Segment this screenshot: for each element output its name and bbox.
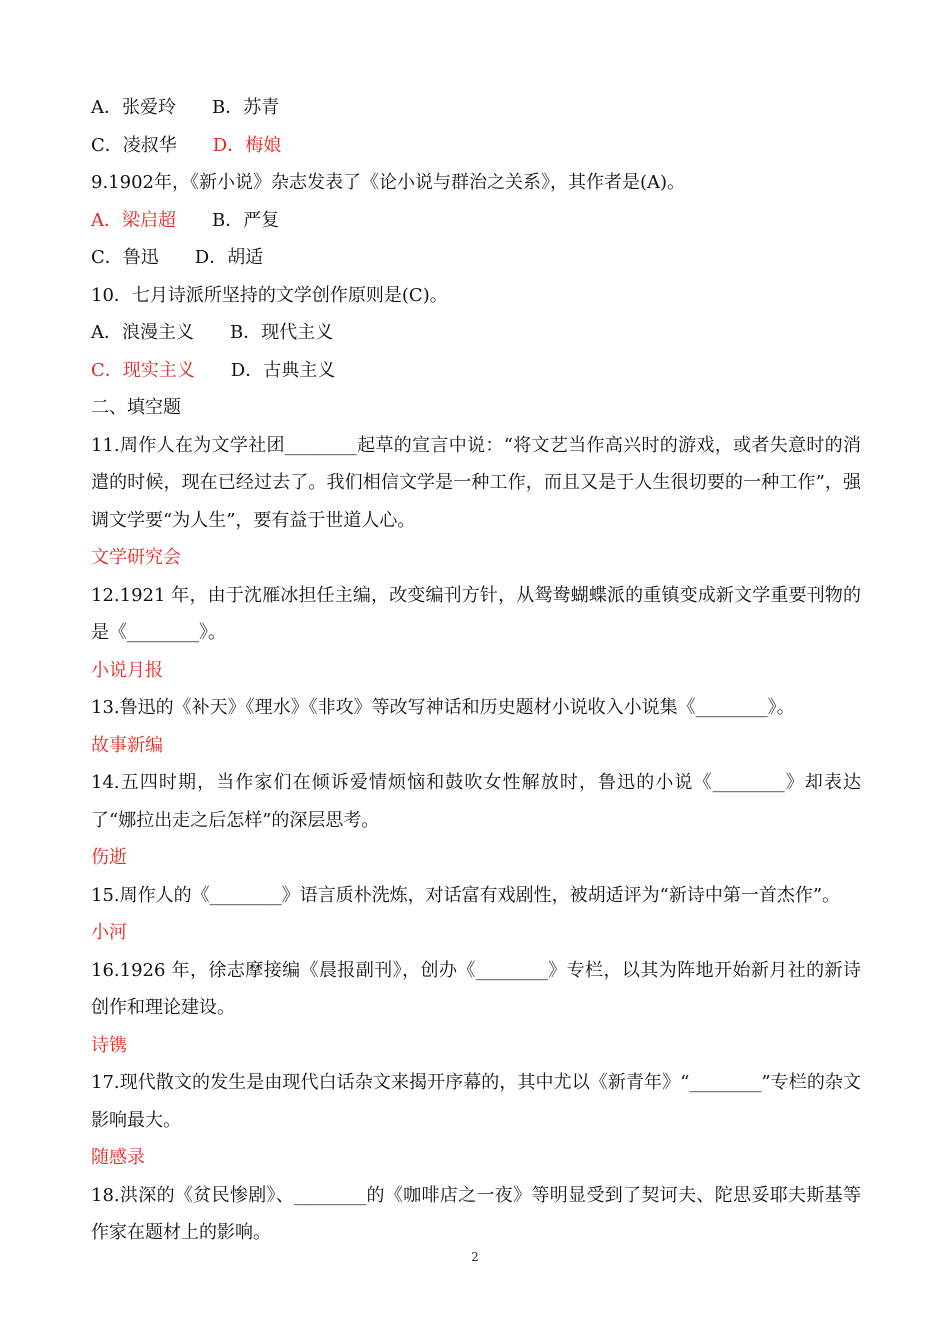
- q9-option-d: D．胡适: [194, 247, 264, 268]
- q8-options-row-2: [91, 127, 861, 165]
- q15-answer: 小河: [91, 922, 127, 943]
- q10-option-b: B．现代主义: [230, 322, 334, 343]
- q17-answer: 随感录: [91, 1147, 145, 1168]
- q9-options-row-2: [91, 239, 861, 277]
- q10-option-d: D．古典主义: [230, 359, 336, 381]
- q8-options-row-1: [91, 89, 861, 127]
- q9-option-a-correct: A．梁启超: [91, 209, 176, 231]
- q11-answer: 文学研究会: [91, 547, 181, 568]
- q10-option-a: A．浪漫主义: [91, 322, 194, 343]
- q10-option-c-correct: C．现实主义: [91, 359, 195, 381]
- q18-question: 18.洪深的《贫民惨剧》、________的《咖啡店之一夜》等明显受到了契诃夫、陀思妥耶夫斯基等作家在题材上的影响。: [91, 1184, 861, 1243]
- q15-question: 15.周作人的《________》语言质朴洗炼，对话富有戏剧性，被胡适评为“新诗中第一首杰作”。: [91, 884, 841, 906]
- q16-answer: 诗镌: [91, 1034, 127, 1056]
- q13-question: 13.鲁迅的《补天》《理水》《非攻》等改写神话和历史题材小说收入小说集《________》。: [91, 697, 795, 718]
- q11-question: 11.周作人在为文学社团________起草的宣言中说：“将文艺当作高兴时的游戏，或者失意时的消遣的时候，现在已经过去了。我们相信文学是一种工作，而且又是于人生很切要的一种工作”，强调文学要“为人生”，要有益于世道人心。: [91, 434, 861, 531]
- q16-question: 16.1926 年，徐志摩接编《晨报副刊》，创办《________》专栏，以其为阵地开始新月社的新诗创作和理论建设。: [91, 959, 861, 1018]
- q14-question: 14.五四时期，当作家们在倾诉爱情烦恼和鼓吹女性解放时，鲁迅的小说《________》却表达了“娜拉出走之后怎样”的深层思考。: [91, 772, 861, 831]
- section-title: 二、填空题: [91, 397, 181, 418]
- page-number: 2: [471, 1250, 479, 1264]
- q12-answer: 小说月报: [91, 659, 163, 681]
- q13-answer: 故事新编: [91, 734, 163, 756]
- q17-question: 17.现代散文的发生是由现代白话杂文来揭开序幕的，其中尤以《新青年》“________”专栏的杂文影响最大。: [91, 1072, 861, 1131]
- q9-options-row-1: [91, 202, 861, 240]
- q14-answer: 伤逝: [91, 847, 127, 868]
- q8-option-a: A．张爱玲: [91, 97, 176, 118]
- q10-options-row-2: [91, 352, 861, 390]
- document-page: [91, 89, 861, 1252]
- q8-option-d-correct: D．梅娘: [212, 134, 282, 156]
- q8-option-c: C．凌叔华: [91, 134, 177, 156]
- q10-question: 10．七月诗派所坚持的文学创作原则是(C)。: [91, 284, 448, 306]
- q10-options-row-1: [91, 314, 861, 352]
- q12-question: 12.1921 年，由于沈雁冰担任主编，改变编刊方针，从鸳鸯蝴蝶派的重镇变成新文学重要刊物的是《________》。: [91, 584, 861, 643]
- q9-question: 9.1902年，《新小说》杂志发表了《论小说与群治之关系》，其作者是(A)。: [91, 172, 686, 193]
- q8-option-b: B．苏青: [212, 97, 280, 118]
- q9-option-c: C．鲁迅: [91, 247, 159, 268]
- q9-option-b: B．严复: [212, 209, 280, 231]
